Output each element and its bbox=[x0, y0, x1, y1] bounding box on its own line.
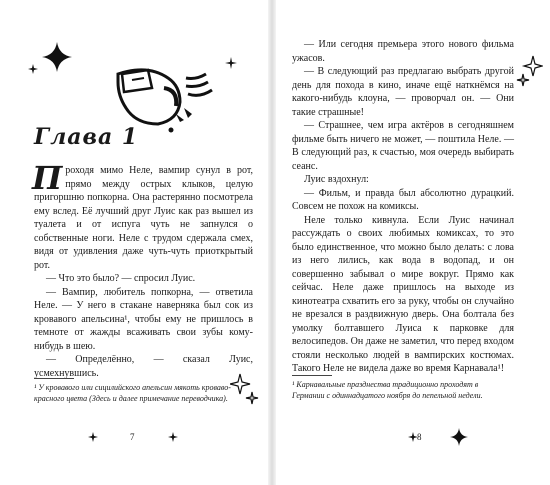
paragraph: — В следующий раз предлагаю выбрать другой день для похода в кино, иначе ещё наткнёмся на какого-нибудь клоуна, — проворчал он. — Они такие страшные! bbox=[292, 66, 514, 118]
book-gutter bbox=[268, 0, 276, 485]
paragraph: — Определённо, — сказал Луис, усмехнувшись. bbox=[34, 354, 253, 379]
left-page-body bbox=[32, 159, 253, 380]
paragraph: — Фильм, и правда был абсолютно дурацкий. Совсем не похож на комиксы. bbox=[292, 187, 514, 212]
paragraph: — Что это было? — спросил Луис. bbox=[46, 273, 196, 284]
right-page-body bbox=[292, 38, 514, 376]
page-number: 7 bbox=[130, 432, 135, 442]
left-page bbox=[0, 0, 268, 485]
paragraph: Неле только кивнула. Если Луис начинал рассуждать о своих любимых комиксах, то это было единственное, что можно было делать: с лова из него лились, как вода в водопад, и он совершенно забывал о мире вокруг. Прямо как сейчас. Неле даже пришлось на выходе из кинотеатра схватить его за руку, чтобы он случайно не врезался в раздвижную дверь. Она болтала без умолку болтавшего Луиса к парковке для велосипедов. Он даже не заметил, что перед входом стояли несколько людей в вампирских костюмах. Такого Неле не видела даже во время Карнавала¹! bbox=[292, 214, 514, 374]
sparkle-icon-small bbox=[225, 57, 237, 69]
footnote-divider bbox=[292, 375, 332, 376]
paragraph: — Страшнее, чем игра актёров в сегодняшнем фильме быть ничего не может, — поштила Неле. — В следующий раз, к счастью, моя очередь выбирать сеанс. bbox=[292, 120, 514, 172]
chapter-title: Глава 1 bbox=[34, 124, 139, 150]
footnote-divider bbox=[34, 378, 74, 379]
footnote: ¹ Карнавальные празднества традиционно проходят в Германии с одиннадцатого ноября до пепельной недели. bbox=[292, 380, 483, 400]
sparkle-cluster-icon bbox=[515, 54, 543, 90]
paragraph: — Или сегодня премьера этого нового фильма ужасов. bbox=[292, 39, 514, 64]
sparkle-cluster-icon bbox=[230, 370, 260, 410]
page-number: 8 bbox=[417, 432, 422, 442]
paragraph: — Вампир, любитель попкорна, — ответила Неле. — У него в стакане наверняка был сок из кровавого апельсина¹, чтобы ему не пришлось в темноте от жажды всаживать свои зубы кому-нибудь в шею. bbox=[34, 286, 253, 352]
paragraph bbox=[32, 159, 253, 272]
sparkle-icon bbox=[450, 428, 468, 446]
sparkle-icon bbox=[40, 40, 74, 74]
whistle-icon bbox=[108, 62, 218, 132]
paragraph-text: роходя мимо Неле, вампир сунул в рот, прямо между острых клыков, целую пригоршню попкорна. Она растерянно посмотрела ему вслед. Её лучший друг Луис как раз вышел из туалета и от испуга чуть не запнулся о собственные ноги. Неле с трудом сдержала смех, видя от удивления даже чуть-чуть приоткрытый рот. bbox=[34, 165, 253, 271]
paragraph: Луис вздохнул: bbox=[304, 174, 369, 185]
right-page bbox=[276, 0, 550, 485]
star-icon bbox=[88, 432, 98, 442]
drop-cap: П bbox=[32, 159, 63, 197]
sparkle-icon-small bbox=[28, 64, 38, 74]
footnote: ¹ У кровавого или сицилийского апельсин мякоть кроваво-красного цвета (Здесь и далее примечание переводчика). bbox=[34, 383, 231, 403]
star-icon bbox=[168, 432, 178, 442]
